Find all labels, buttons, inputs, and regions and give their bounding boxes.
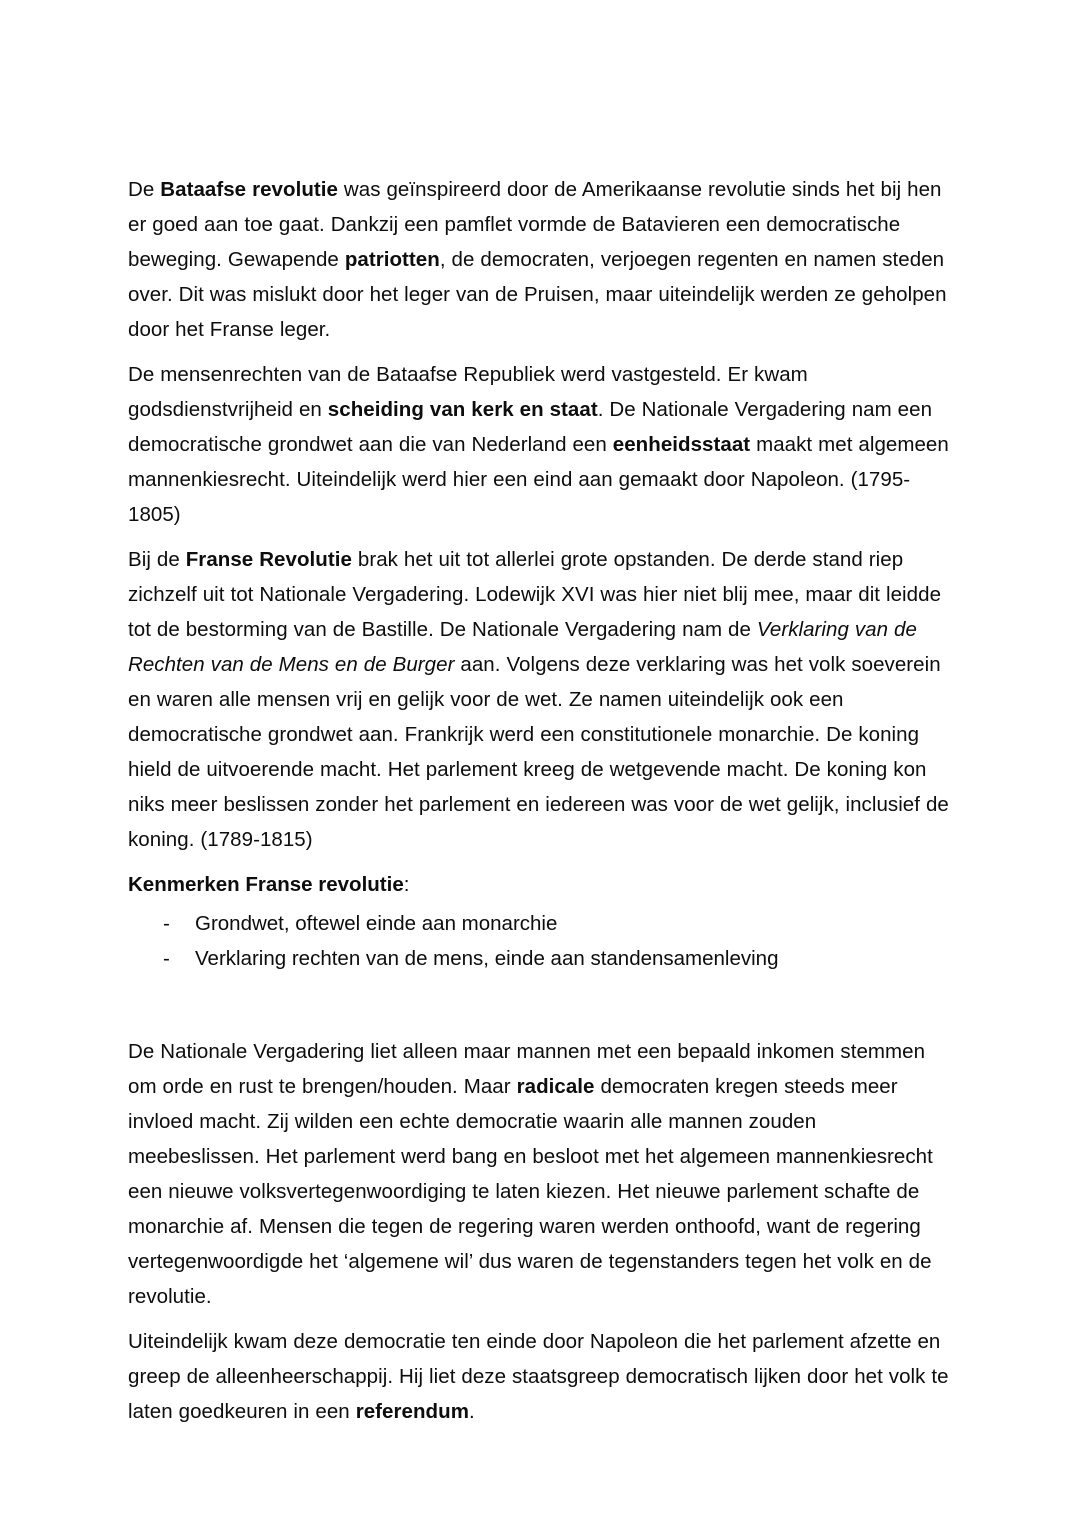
text-run: . De Nationale Vergadering nam een democratische grondwet aan die van Nederland een <box>128 398 933 456</box>
bold-text: Franse Revolutie <box>185 548 352 571</box>
text-run: Uiteindelijk kwam deze democratie ten einde door Napoleon die het parlement afzette en greep de alleenheerschappij. Hij liet deze staatsgreep democratisch lijken door het volk te laten goedkeuren in een <box>128 1330 949 1423</box>
para-bataafse-revolutie <box>128 172 950 347</box>
text-run: maakt met algemeen mannenkiesrecht. Uiteindelijk werd hier een eind aan gemaakt door Napoleon. (1795-1805) <box>128 433 949 526</box>
para-mensenrechten <box>128 357 950 532</box>
text-run: De Nationale Vergadering liet alleen maar mannen met een bepaald inkomen stemmen om orde en rust te brengen/houden. Maar <box>128 1040 926 1098</box>
document-body <box>128 172 950 1429</box>
list-dash-marker: - <box>163 947 170 970</box>
list-item <box>128 941 950 976</box>
list-item-label: Grondwet, oftewel einde aan monarchie <box>195 912 558 935</box>
bold-text: radicale <box>516 1075 595 1098</box>
para-nationale-vergadering <box>128 1034 950 1314</box>
text-run: , de democraten, verjoegen regenten en namen steden over. Dit was mislukt door het leger van de Pruisen, maar uiteindelijk werden ze geholpen door het Franse leger. <box>128 248 947 341</box>
list-item <box>128 906 950 941</box>
bold-text: eenheidsstaat <box>612 433 751 456</box>
list-kenmerken <box>128 906 950 976</box>
bold-text: patriotten <box>344 248 440 271</box>
text-run: De <box>128 178 161 201</box>
text-run: . <box>468 1400 475 1423</box>
list-item-label: Verklaring rechten van de mens, einde aan standensamenleving <box>195 947 779 970</box>
bold-text: Bataafse revolutie <box>160 178 338 201</box>
spacer-blank-line <box>128 976 950 1034</box>
text-run: brak het uit tot allerlei grote opstanden. De derde stand riep zichzelf uit tot Nationale Vergadering. Lodewijk XVI was hier niet blij mee, maar dit leidde tot de bestorming van de Bastille. De Nationale Vergadering nam de <box>128 548 942 641</box>
para-napoleon <box>128 1324 950 1429</box>
text-run: was geïnspireerd door de Amerikaanse revolutie sinds het bij hen er goed aan toe gaat. Dankzij een pamflet vormde de Batavieren een democratische beweging. Gewapende <box>128 178 942 271</box>
text-run: Bij de <box>128 548 186 571</box>
italic-text: Verklaring van de Rechten van de Mens en de Burger <box>128 618 917 676</box>
heading-kenmerken <box>128 867 950 902</box>
text-run: democraten kregen steeds meer invloed macht. Zij wilden een echte democratie waarin alle mannen zouden meebeslissen. Het parlement werd bang en besloot met het algemeen mannenkiesrecht een nieuwe volksvertegenwoordiging te laten kiezen. Het nieuwe parlement schafte de monarchie af. Mensen die tegen de regering waren werden onthoofd, want de regering vertegenwoordigde het ‘algemene wil’ dus waren de tegenstanders tegen het volk en de revolutie. <box>128 1075 933 1308</box>
bold-text: referendum <box>355 1400 469 1423</box>
text-run: aan. Volgens deze verklaring was het volk soeverein en waren alle mensen vrij en gelijk voor de wet. Ze namen uiteindelijk ook een democratische grondwet aan. Frankrijk werd een constitutionele monarchie. De koning hield de uitvoerende macht. Het parlement kreeg de wetgevende macht. De koning kon niks meer beslissen zonder het parlement en iedereen was voor de wet gelijk, inclusief de koning. (1789-1815) <box>128 653 949 851</box>
para-franse-revolutie <box>128 542 950 857</box>
bold-text: scheiding van kerk en staat <box>327 398 598 421</box>
bold-text: Kenmerken Franse revolutie <box>128 873 404 896</box>
text-run: : <box>403 873 410 896</box>
text-run: De mensenrechten van de Bataafse Republiek werd vastgesteld. Er kwam godsdienstvrijheid en <box>128 363 808 421</box>
list-dash-marker: - <box>163 912 170 935</box>
